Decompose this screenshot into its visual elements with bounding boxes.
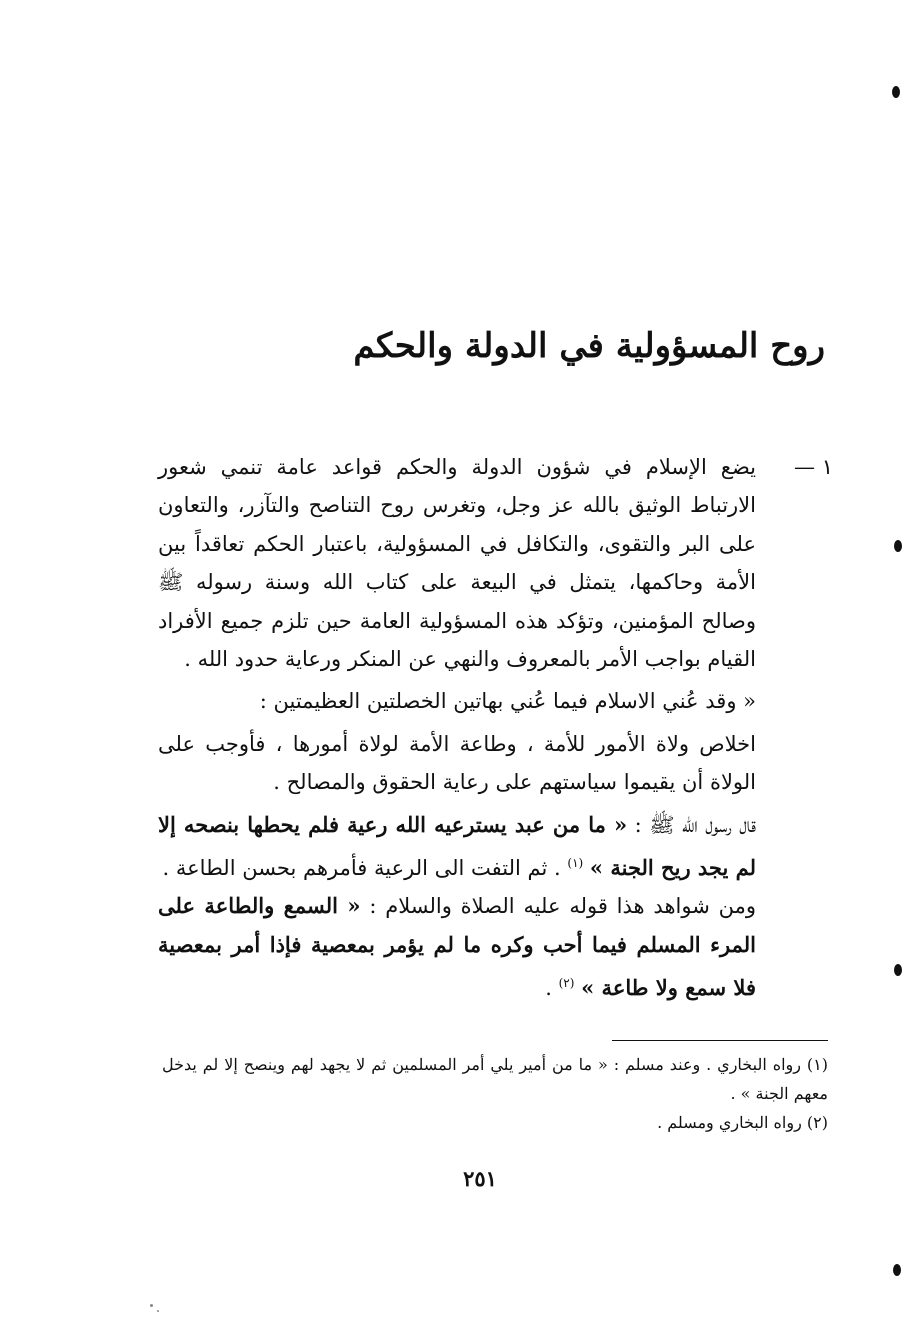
footnote-1: (١) رواه البخاري . وعند مسلم : « ما من أمير يلي أمر المسلمين ثم لا يجهد لهم وينصح إلا لم يدخل معهم الجنة » .	[162, 1055, 828, 1103]
footnote-2: (٢) رواه البخاري ومسلم .	[657, 1113, 828, 1132]
hadith-two	[158, 887, 756, 1007]
margin-dot	[892, 86, 900, 98]
footnote-divider	[612, 1040, 828, 1041]
footnote-ref-2: (٢)	[558, 976, 575, 991]
footnote-ref-1: (١)	[567, 856, 584, 871]
hadith-one-intro: قال رسول الله ﷺ :	[634, 812, 757, 837]
chapter-title: روح المسؤولية في الدولة والحكم	[353, 326, 825, 366]
hadith-one	[158, 806, 756, 888]
hadith-one-after: . ثم التفت الى الرعية فأمرهم بحسن الطاعة .	[162, 856, 561, 881]
hadith-two-quote: « السمع والطاعة على المرء المسلم فيما أحب وكره ما لم يؤمر بمعصية فإذا أمر بمعصية فلا سمع ولا طاعة »	[158, 893, 756, 1001]
hadith-one-quote: « ما من عبد يسترعيه الله رعية فلم يحطها بنصحه إلا لم يجد ريح الجنة »	[158, 811, 756, 881]
footnotes	[162, 1050, 828, 1137]
page-number: ٢٥١	[463, 1166, 497, 1191]
main-text	[158, 448, 756, 1008]
hadith-two-after: .	[545, 976, 552, 1001]
margin-dot	[894, 964, 902, 976]
scan-speck	[150, 1304, 153, 1307]
margin-dot	[894, 540, 902, 552]
item-number: ١ —	[794, 455, 833, 479]
paragraph-quote-opening: « وقد عُني الاسلام فيما عُني بهاتين الخصلتين العظيمتين :	[259, 689, 756, 714]
paragraph-rulers: اخلاص ولاة الأمور للأمة ، وطاعة الأمة لولاة أمورها ، فأوجب على الولاة أن يقيموا سياستهم على رعاية الحقوق والمصالح .	[158, 731, 756, 795]
hadith-two-intro: ومن شواهد هذا قوله عليه الصلاة والسلام :	[369, 894, 756, 919]
margin-dot	[893, 1264, 901, 1276]
scan-speck	[157, 1310, 159, 1312]
paragraph-intro: يضع الإسلام في شؤون الدولة والحكم قواعد عامة تنمي شعور الارتباط الوثيق بالله عز وجل، وتغرس روح التناصح والتآزر، والتعاون على البر والتقوى، والتكافل في المسؤولية، باعتبار الحكم تعاقداً بين الأمة وحاكمها، يتمثل في البيعة على كتاب الله وسنة رسوله ﷺ وصالح المؤمنين، وتؤكد هذه المسؤولية العامة حين تلزم جميع الأفراد القيام بواجب الأمر بالمعروف والنهي عن المنكر ورعاية حدود الله .	[158, 455, 756, 672]
